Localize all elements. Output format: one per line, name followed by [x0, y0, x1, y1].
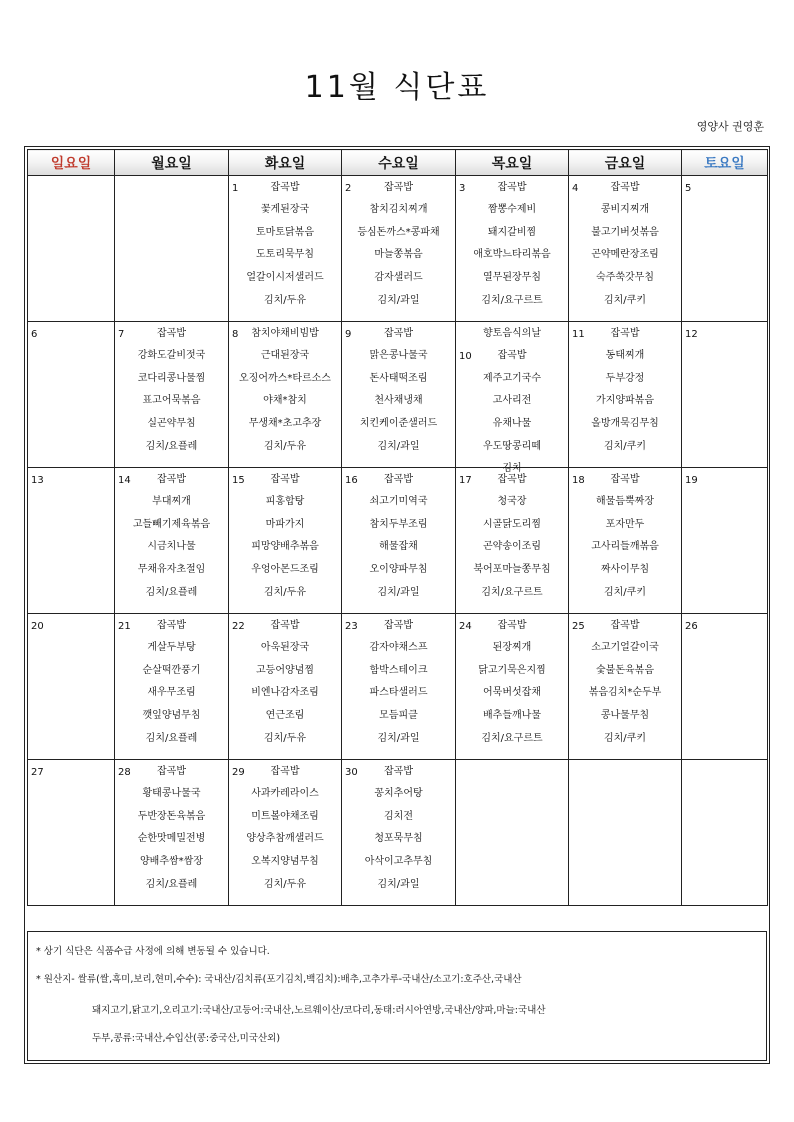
notes-box: [27, 931, 767, 1061]
rice-item: 잡곡밥: [270, 619, 300, 631]
day-cell: [456, 322, 569, 475]
menu-item: 김치/요구르트: [481, 294, 543, 306]
menu-item: 김치/두유: [263, 878, 306, 890]
menu-item: 피홍합탕: [265, 496, 305, 508]
menu-item: 볶음김치*순두부: [588, 687, 662, 699]
day-cell: [115, 468, 229, 614]
day-cell: [229, 760, 342, 906]
day-cell: [28, 760, 115, 906]
weekday-header-thursday: 목요일: [456, 150, 569, 176]
day-cell: [28, 468, 115, 614]
day-cell: [682, 176, 768, 322]
menu-item: 순한맛메밀전병: [137, 833, 206, 845]
note-line: 돼지고기,닭고기,오리고기:국내산/고등어:국내산,노르웨이산/코다리,동태:러시아연방,국내산/양파,마늘:국내산: [92, 1005, 546, 1016]
menu-item: 김치/두유: [263, 294, 306, 306]
menu-list: [115, 177, 228, 200]
menu-item: 무채유자초절임: [137, 564, 206, 576]
day-cell: [569, 468, 682, 614]
menu-item: 김치/과일: [377, 732, 420, 744]
day-cell: [342, 176, 456, 322]
menu-item: 콩나물무침: [600, 710, 650, 722]
menu-item: 배추들깨나물: [483, 710, 541, 722]
menu-list: [456, 761, 568, 784]
menu-item: 천사채냉채: [374, 395, 423, 407]
day-number: 8: [232, 328, 239, 340]
weekday-header-saturday: 토요일: [682, 150, 768, 176]
menu-list: [28, 615, 114, 638]
menu-item: 피망양배추볶음: [251, 541, 319, 553]
day-cell: [342, 322, 456, 468]
menu-item: 마늘쫑볶음: [374, 249, 423, 261]
menu-list: [229, 177, 341, 313]
day-number: 2: [345, 182, 352, 194]
menu-item: 아욱된장국: [260, 642, 310, 654]
menu-list: [28, 761, 114, 784]
menu-item: 순살떡깐풍기: [142, 664, 201, 676]
menu-list: [115, 761, 228, 897]
menu-list: [569, 615, 681, 751]
rice-item: 잡곡밥: [384, 327, 413, 339]
day-cell: [456, 468, 569, 614]
menu-item: 토마토닭볶음: [256, 226, 314, 238]
day-number: 17: [459, 474, 472, 486]
menu-list: [28, 323, 114, 346]
day-number: 30: [345, 766, 358, 778]
day-number: 12: [685, 328, 698, 340]
rice-item: [682, 615, 767, 638]
day-cell: [456, 614, 569, 760]
weekday-header-monday: 월요일: [115, 150, 229, 176]
menu-item: 김치/과일: [377, 586, 420, 598]
day-cell: [28, 176, 115, 322]
day-cell: [682, 614, 768, 760]
rice-item: 잡곡밥: [270, 473, 300, 485]
day-cell: [569, 176, 682, 322]
menu-item: 김치/요플레: [145, 586, 198, 598]
page-title: 11월 식단표: [304, 70, 490, 105]
day-number: 18: [572, 474, 585, 486]
day-cell: [682, 760, 768, 906]
menu-item: 오이양파무침: [369, 564, 428, 576]
day-number: 7: [118, 328, 125, 340]
menu-item: 김치/두유: [263, 586, 306, 598]
day-cell: [115, 760, 229, 906]
menu-item: 닭고기묵은지찜: [478, 664, 546, 676]
day-number: 9: [345, 328, 352, 340]
menu-item: 함박스테이크: [369, 664, 428, 676]
rice-item: 잡곡밥: [610, 473, 640, 485]
menu-item: 김치/과일: [377, 878, 420, 890]
menu-item: 근대된장국: [260, 350, 310, 362]
menu-item: 콩비지찌개: [600, 204, 650, 216]
menu-item: 쇠고기미역국: [369, 496, 428, 508]
menu-item: 김치/요구르트: [481, 732, 543, 744]
menu-list: [456, 177, 568, 313]
week-row: [28, 614, 768, 760]
rice-item: 잡곡밥: [157, 619, 186, 631]
menu-item: 올방개묵김무침: [591, 418, 659, 430]
rice-item: 잡곡밥: [497, 181, 527, 193]
menu-item: 참치김치찌개: [369, 204, 428, 216]
rice-item: 잡곡밥: [610, 181, 640, 193]
menu-list: [569, 469, 681, 605]
day-number: 23: [345, 620, 358, 632]
author-label: 영양사 권영훈: [696, 120, 764, 133]
menu-list: [569, 761, 681, 784]
weekday-header-sunday: 일요일: [28, 150, 115, 176]
week-row: [28, 760, 768, 906]
rice-item: [456, 761, 568, 784]
menu-item: 두반장돈육볶음: [137, 810, 206, 822]
menu-item: 김치/쿠키: [603, 294, 646, 306]
menu-item: 청국장: [497, 496, 527, 508]
day-cell: [229, 322, 342, 468]
day-number: 27: [31, 766, 44, 778]
menu-item: 꽃게된장국: [260, 204, 310, 216]
menu-item: 김치/과일: [377, 440, 420, 452]
menu-list: [569, 323, 681, 459]
weekday-header-wednesday: 수요일: [342, 150, 456, 176]
menu-item: 등심돈까스*콩파채: [357, 226, 440, 238]
day-cell: [456, 760, 569, 906]
menu-item: 유채나물: [492, 418, 532, 430]
menu-list: [115, 615, 228, 751]
day-cell: [569, 614, 682, 760]
menu-list: [569, 177, 681, 313]
day-cell: [342, 614, 456, 760]
day-cell: [229, 176, 342, 322]
menu-list: [342, 323, 455, 459]
menu-item: 도토리묵무침: [256, 249, 314, 261]
menu-item: 파스타샐러드: [369, 687, 428, 699]
menu-item: 불고기버섯볶음: [591, 226, 659, 238]
day-number: 14: [118, 474, 131, 486]
menu-item: 소고기얼갈이국: [591, 642, 659, 654]
menu-item: 부대찌개: [152, 496, 191, 508]
menu-list: [342, 761, 455, 897]
menu-item: 김치/쿠키: [603, 586, 646, 598]
menu-item: 우엉아몬드조림: [251, 564, 319, 576]
rice-item: 잡곡밥: [384, 619, 413, 631]
menu-list: [456, 345, 568, 481]
menu-list: [342, 177, 455, 313]
menu-list: [115, 323, 228, 459]
menu-item: 두부강정: [605, 372, 645, 384]
menu-item: 강화도갈비젓국: [137, 350, 206, 362]
menu-item: 사과카레라이스: [251, 788, 319, 800]
day-number: 13: [31, 474, 44, 486]
day-number: 1: [232, 182, 239, 194]
rice-item: 잡곡밥: [384, 181, 413, 193]
menu-item: 짬뽕수제비: [487, 204, 537, 216]
menu-item: 김치/과일: [377, 294, 420, 306]
rice-item: [682, 177, 767, 200]
day-cell: [229, 468, 342, 614]
menu-item: 황태콩나물국: [142, 788, 201, 800]
day-cell: [115, 322, 229, 468]
menu-item: 고사리들깨볶음: [591, 541, 659, 553]
menu-list: [28, 469, 114, 492]
menu-item: 코다리콩나물찜: [137, 372, 206, 384]
day-cell: [28, 614, 115, 760]
menu-item: 된장찌개: [492, 642, 532, 654]
rice-item: 잡곡밥: [157, 765, 186, 777]
menu-item: 김치/쿠키: [603, 732, 646, 744]
menu-item: 동태찌개: [605, 350, 645, 362]
rice-item: 잡곡밥: [497, 473, 527, 485]
menu-item: 치킨케이준샐러드: [359, 418, 438, 430]
day-cell: [115, 176, 229, 322]
week-row: [28, 468, 768, 614]
day-number: 24: [459, 620, 472, 632]
menu-item: 오징어까스*타르소스: [239, 372, 331, 384]
rice-item: 잡곡밥: [610, 619, 640, 631]
menu-item: 돈사태떡조림: [369, 372, 428, 384]
menu-item: 감자야채스프: [369, 642, 428, 654]
week-row: [28, 322, 768, 468]
rice-item: [569, 761, 681, 784]
menu-item: 게살두부탕: [147, 642, 196, 654]
menu-item: 짜사이무침: [600, 564, 650, 576]
rice-item: [28, 761, 114, 784]
menu-item: 김치/두유: [263, 732, 306, 744]
menu-item: 고등어양념찜: [256, 664, 314, 676]
menu-item: 아삭이고추무침: [364, 856, 433, 868]
rice-item: 잡곡밥: [497, 619, 527, 631]
menu-item: 양배추쌈*쌈장: [140, 856, 203, 868]
menu-list: [342, 469, 455, 605]
day-cell: [342, 468, 456, 614]
rice-item: 잡곡밥: [497, 350, 527, 362]
day-number: 5: [685, 182, 692, 194]
day-number: 3: [459, 182, 466, 194]
rice-item: [28, 615, 114, 638]
day-number: 29: [232, 766, 245, 778]
menu-item: 곤약메란장조림: [591, 249, 659, 261]
rice-item: 잡곡밥: [384, 765, 413, 777]
rice-item: [115, 177, 228, 200]
day-number: 19: [685, 474, 698, 486]
day-number: 21: [118, 620, 131, 632]
menu-item: 김치/쿠키: [603, 440, 646, 452]
rice-item: [682, 761, 767, 784]
menu-list: [682, 177, 767, 200]
menu-list: [229, 761, 341, 897]
special-day-label: 향토음식의날: [483, 327, 541, 339]
day-cell: [342, 760, 456, 906]
rice-item: [28, 323, 114, 346]
menu-item: 고사리전: [492, 395, 532, 407]
menu-list: [229, 615, 341, 751]
weekday-header-tuesday: 화요일: [229, 150, 342, 176]
menu-item: 해물잡채: [379, 541, 418, 553]
note-line: * 원산지- 쌀류(쌀,흑미,보리,현미,수수): 국내산/김치류(포기김치,백김치):배추,고추가루-국내산/소고기:호주산,국내산: [36, 974, 522, 985]
menu-list: [682, 323, 767, 346]
rice-item: 잡곡밥: [157, 473, 186, 485]
menu-list: [28, 177, 114, 200]
menu-list: [682, 761, 767, 784]
menu-list: [682, 615, 767, 638]
menu-item: 김치: [502, 463, 522, 475]
menu-item: 가지양파볶음: [596, 395, 654, 407]
note-line: * 상기 식단은 식품수급 사정에 의해 변동될 수 있습니다.: [36, 946, 270, 957]
menu-item: 제주고기국수: [483, 372, 541, 384]
menu-item: 시골닭도리찜: [483, 518, 541, 530]
menu-item: 모듬피클: [379, 710, 418, 722]
menu-item: 맑은콩나물국: [369, 350, 428, 362]
menu-item: 김치/두유: [263, 440, 306, 452]
menu-item: 애호박느타리볶음: [473, 249, 551, 261]
rice-item: [682, 323, 767, 346]
menu-item: 오복지양념무침: [251, 856, 319, 868]
menu-item: 숙주쑥갓무침: [596, 272, 654, 284]
menu-item: 양상추참깨샐러드: [246, 833, 324, 845]
menu-item: 표고어묵볶음: [142, 395, 201, 407]
menu-item: 곤약송이조림: [483, 541, 541, 553]
menu-list: [456, 615, 568, 751]
menu-item: 북어포마늘쫑무침: [473, 564, 551, 576]
day-number: 6: [31, 328, 38, 340]
menu-item: 꽁치추어탕: [374, 788, 423, 800]
day-cell: [28, 322, 115, 468]
menu-item: 깻잎양념무침: [142, 710, 201, 722]
day-number: 11: [572, 328, 585, 340]
rice-item: 참치야채비빔밥: [251, 327, 319, 339]
rice-item: [682, 469, 767, 492]
menu-item: 김치/요플레: [145, 440, 198, 452]
menu-item: 야채*참치: [263, 395, 307, 407]
week-row: [28, 176, 768, 322]
day-cell: [115, 614, 229, 760]
day-number: 4: [572, 182, 579, 194]
calendar-body: [28, 176, 768, 906]
menu-item: 실곤약무침: [147, 418, 196, 430]
menu-list: [229, 469, 341, 605]
menu-item: 시금치나물: [147, 541, 196, 553]
menu-item: 감자샐러드: [374, 272, 423, 284]
rice-item: 잡곡밥: [157, 327, 186, 339]
menu-item: 무생채*초고추장: [248, 418, 322, 430]
menu-item: 어묵버섯잡채: [483, 687, 541, 699]
menu-item: 참치두부조림: [369, 518, 428, 530]
menu-item: 김치/요구르트: [481, 586, 543, 598]
menu-item: 고들빼기제육볶음: [132, 518, 211, 530]
day-cell: [229, 614, 342, 760]
day-number: 20: [31, 620, 44, 632]
day-cell: [569, 322, 682, 468]
menu-item: 열무된장무침: [483, 272, 541, 284]
menu-item: 김치전: [384, 810, 413, 822]
menu-item: 마파가지: [265, 518, 305, 530]
day-cell: [569, 760, 682, 906]
menu-list: [682, 469, 767, 492]
day-number: 25: [572, 620, 585, 632]
menu-item: 얼갈이시저샐러드: [246, 272, 324, 284]
menu-item: 김치/요플레: [145, 732, 198, 744]
menu-item: 새우무조림: [147, 687, 196, 699]
rice-item: [28, 469, 114, 492]
day-cell: [456, 176, 569, 322]
menu-item: 김치/요플레: [145, 878, 198, 890]
menu-list: [115, 469, 228, 605]
day-cell: [682, 468, 768, 614]
weekday-header-friday: 금요일: [569, 150, 682, 176]
day-number: 10: [459, 351, 472, 363]
menu-item: 돼지갈비찜: [487, 226, 537, 238]
menu-list: [342, 615, 455, 751]
day-number: 16: [345, 474, 358, 486]
rice-item: 잡곡밥: [610, 327, 640, 339]
rice-item: 잡곡밥: [270, 181, 300, 193]
weekday-header-row: [28, 150, 768, 176]
menu-list: [229, 323, 341, 459]
menu-item: 연근조림: [265, 710, 305, 722]
day-number: 28: [118, 766, 131, 778]
rice-item: 잡곡밥: [384, 473, 413, 485]
menu-item: 해물듬뿍짜장: [596, 496, 654, 508]
note-line: 두부,콩류:국내산,수입산(콩:중국산,미국산외): [92, 1033, 281, 1044]
menu-item: 포자만두: [605, 518, 645, 530]
day-number: 22: [232, 620, 245, 632]
day-number: 26: [685, 620, 698, 632]
menu-item: 청포묵무침: [374, 833, 423, 845]
menu-item: 비엔나감자조림: [251, 687, 319, 699]
menu-item: 숯불돈육볶음: [596, 664, 654, 676]
menu-item: 미트볼야채조림: [251, 810, 319, 822]
day-number: 15: [232, 474, 245, 486]
menu-list: [456, 469, 568, 605]
rice-item: 잡곡밥: [270, 765, 300, 777]
rice-item: [28, 177, 114, 200]
menu-item: 우도땅콩리떼: [483, 440, 541, 452]
day-cell: [682, 322, 768, 468]
meal-calendar: [27, 149, 768, 906]
